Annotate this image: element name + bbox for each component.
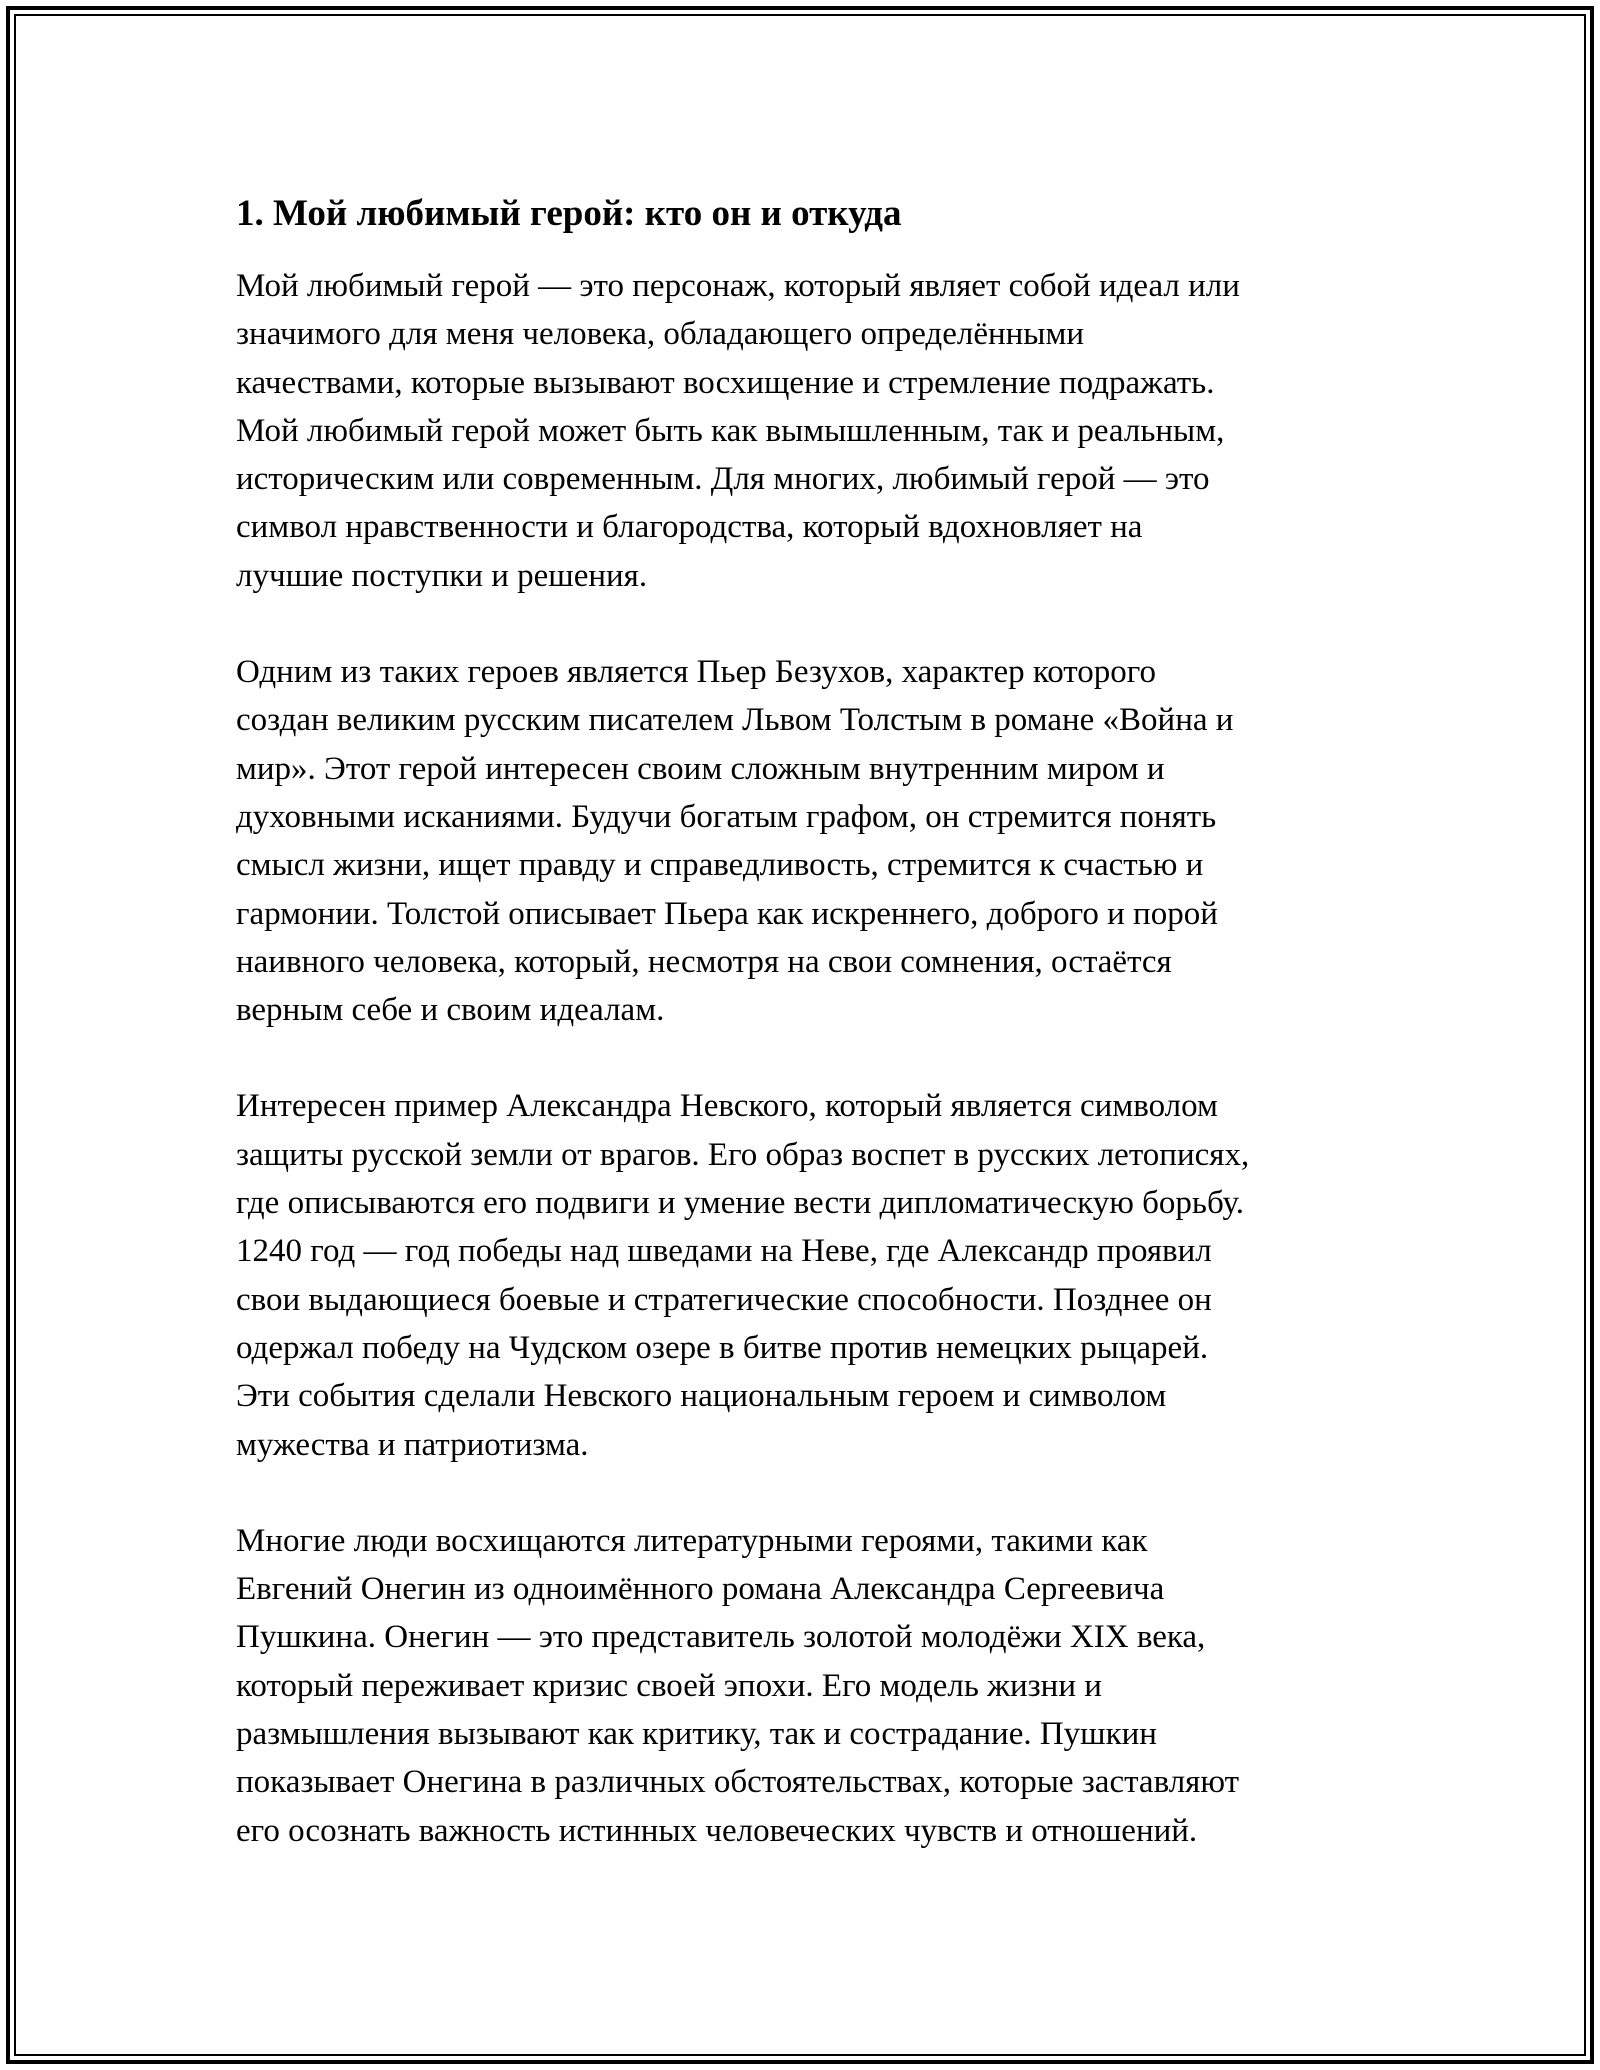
text-line: Интересен пример Александра Невского, который является символом [236,1088,1218,1125]
text-line: Многие люди восхищаются литературными героями, такими как [236,1522,1148,1559]
text-line: духовными исканиями. Будучи богатым графом, он стремится понять [236,798,1217,835]
text-line: 1240 год — год победы над шведами на Неве, где Александр проявил [236,1233,1212,1270]
text-line: Евгений Онегин из одноимённого романа Александра Сергеевича [236,1571,1165,1608]
text-line: его осознать важность истинных человеческих чувств и отношений. [236,1812,1198,1849]
document-body [236,190,1386,1903]
text-line: одержал победу на Чудском озере в битве против немецких рыцарей. [236,1329,1209,1366]
text-line: Мой любимый герой может быть как вымышленным, так и реальным, [236,412,1225,449]
text-line: где описываются его подвиги и умение вести дипломатическую борьбу. [236,1185,1244,1222]
paragraph-alexander-nevsky [236,1082,1386,1468]
text-line: символ нравственности и благородства, который вдохновляет на [236,509,1143,546]
text-line: верным себе и своим идеалам. [236,992,665,1029]
text-line: Мой любимый герой — это персонаж, который являет собой идеал или [236,268,1240,304]
text-line: Эти события сделали Невского национальным героем и символом [236,1378,1167,1415]
text-line: свои выдающиеся боевые и стратегические способности. Позднее он [236,1281,1212,1318]
text-line: наивного человека, который, несмотря на свои сомнения, остаётся [236,943,1172,980]
text-line: мир». Этот герой интересен своим сложным внутренним миром и [236,750,1165,787]
text-line: гармонии. Толстой описывает Пьера как искреннего, доброго и порой [236,895,1218,932]
text-line: мужества и патриотизма. [236,1426,589,1463]
text-line: качествами, которые вызывают восхищение и стремление подражать. [236,364,1215,401]
text-line: Пушкина. Онегин — это представитель золотой молодёжи XIX века, [236,1619,1206,1656]
paragraph-pierre-bezukhov [236,648,1386,1034]
section-heading: 1. Мой любимый герой: кто он и откуда [236,193,902,234]
text-line: значимого для меня человека, обладающего определёнными [236,316,1085,353]
text-line: размышления вызывают как критику, так и сострадание. Пушкин [236,1716,1157,1753]
text-line: создан великим русским писателем Львом Толстым в романе «Война и [236,702,1234,739]
text-line: который переживает кризис своей эпохи. Его модель жизни и [236,1667,1102,1704]
paragraph-intro [236,262,1386,600]
text-line: смысл жизни, ищет правду и справедливость, стремится к счастью и [236,847,1204,884]
text-line: историческим или современным. Для многих, любимый герой — это [236,461,1210,498]
text-line: показывает Онегина в различных обстоятельствах, которые заставляют [236,1764,1240,1801]
text-line: защиты русской земли от врагов. Его образ воспет в русских летописях, [236,1136,1250,1173]
paragraph-eugene-onegin [236,1517,1386,1855]
text-line: лучшие поступки и решения. [236,557,648,594]
text-line: Одним из таких героев является Пьер Безухов, характер которого [236,654,1156,691]
